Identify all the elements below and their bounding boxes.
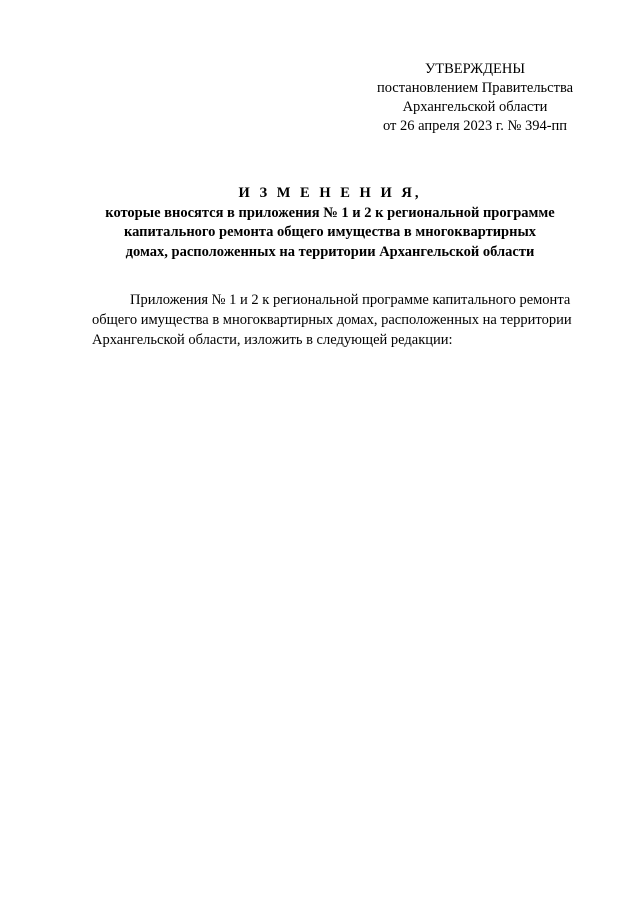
heading-line-1: которые вносятся в приложения № 1 и 2 к региональной программе — [105, 204, 555, 221]
heading-line-3: домах, расположенных на территории Архангельской области — [125, 243, 535, 260]
approval-block — [340, 60, 610, 136]
approval-authority: постановлением Правительства — [376, 80, 574, 96]
body-paragraph — [92, 290, 602, 350]
approval-status: УТВЕРЖДЕНЫ — [424, 61, 526, 77]
paragraph-line-3: Архангельской области, изложить в следующей редакции: — [92, 332, 453, 348]
paragraph-line-2: общего имущества в многоквартирных домах, расположенных на территории — [92, 312, 572, 328]
document-title: И З М Е Н Е Н И Я, — [238, 185, 422, 201]
document-heading — [60, 184, 600, 262]
paragraph-line-1: Приложения № 1 и 2 к региональной программе капитального ремонта — [130, 292, 571, 308]
approval-date-number: от 26 апреля 2023 г. № 394-пп — [382, 118, 568, 134]
heading-line-2: капитального ремонта общего имущества в многоквартирных — [123, 224, 537, 240]
approval-region: Архангельской области — [402, 99, 548, 115]
